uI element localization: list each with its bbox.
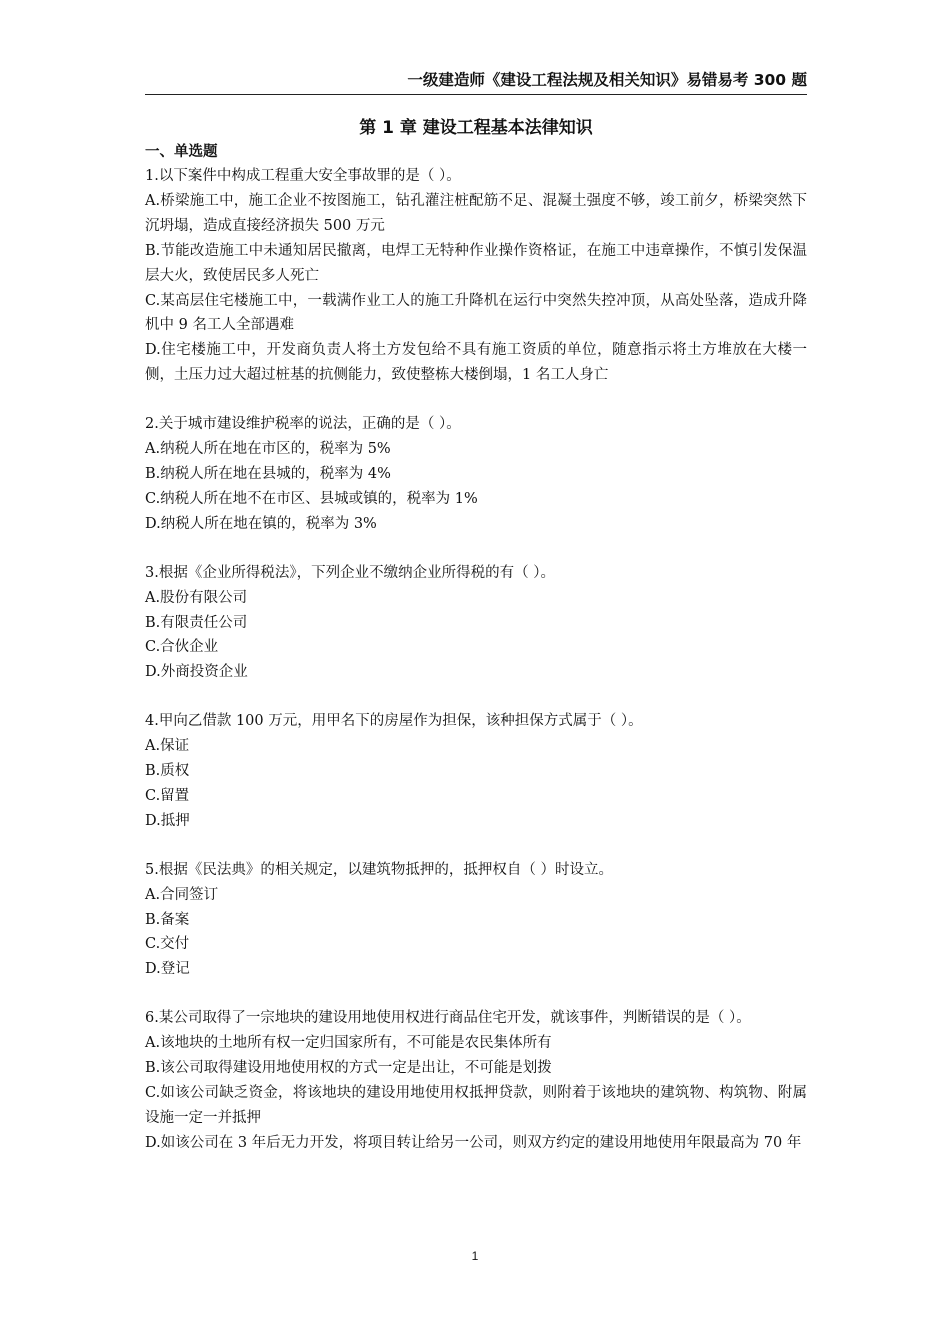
option-c: C.某高层住宅楼施工中，一载满作业工人的施工升降机在运行中突然失控冲顶，从高处坠落，造成升降机中 9 名工人全部遇难 — [145, 292, 807, 334]
option-c: C.纳税人所在地不在市区、县城或镇的，税率为 1% — [145, 490, 478, 507]
question-5 — [145, 858, 807, 983]
option-c: C.如该公司缺乏资金，将该地块的建设用地使用权抵押贷款，则附着于该地块的建筑物、构筑物、附属设施一定一并抵押 — [145, 1085, 807, 1126]
option-d: D.外商投资企业 — [145, 664, 248, 681]
question-stem: 1.以下案件中构成工程重大安全事故罪的是（ ）。 — [145, 168, 461, 184]
question-3 — [145, 561, 807, 686]
option-b: B.质权 — [145, 763, 190, 780]
page-header — [145, 68, 807, 95]
option-b: B.有限责任公司 — [145, 614, 248, 631]
option-b: B.备案 — [145, 911, 190, 928]
section-title: 一、单选题 — [145, 144, 218, 160]
option-a: A.股份有限公司 — [145, 589, 248, 606]
chapter-title: 第 1 章 建设工程基本法律知识 — [359, 118, 593, 138]
option-d: D.纳税人所在地在镇的，税率为 3% — [145, 515, 377, 532]
option-a: A.纳税人所在地在市区的，税率为 5% — [145, 441, 391, 458]
option-b: B.该公司取得建设用地使用权的方式一定是出让，不可能是划拨 — [145, 1060, 552, 1077]
question-stem: 4.甲向乙借款 100 万元，用甲名下的房屋作为担保，该种担保方式属于（ ）。 — [145, 713, 643, 730]
question-stem: 3.根据《企业所得税法》，下列企业不缴纳企业所得税的有（ ）。 — [145, 564, 555, 581]
option-a: A.保证 — [145, 738, 190, 755]
page-content — [145, 116, 807, 1180]
question-stem: 6.某公司取得了一宗地块的建设用地使用权进行商品住宅开发，就该事件，判断错误的是（ ）。 — [145, 1010, 751, 1027]
question-1 — [145, 164, 807, 388]
option-d: D.如该公司在 3 年后无力开发，将项目转让给另一公司，则双方约定的建设用地使用年限最高为 70 年 — [145, 1134, 802, 1151]
question-6 — [145, 1006, 807, 1155]
option-d: D.抵押 — [145, 812, 190, 829]
option-b: B.节能改造施工中未通知居民撤离，电焊工无特种作业操作资格证，在施工中违章操作，不慎引发保温层大火，致使居民多人死亡 — [145, 242, 807, 284]
page-number: 1 — [471, 1249, 479, 1263]
option-c: C.留置 — [145, 787, 190, 804]
question-stem: 2.关于城市建设维护税率的说法，正确的是（ ）。 — [145, 416, 461, 433]
option-c: C.交付 — [145, 936, 190, 953]
option-a: A.桥梁施工中，施工企业不按图施工，钻孔灌注桩配筋不足、混凝土强度不够，竣工前夕，桥梁突然下沉坍塌，造成直接经济损失 500 万元 — [145, 192, 807, 234]
question-4 — [145, 709, 807, 834]
question-2 — [145, 412, 807, 537]
option-d: D.登记 — [145, 961, 190, 978]
option-c: C.合伙企业 — [145, 639, 219, 656]
option-b: B.纳税人所在地在县城的，税率为 4% — [145, 465, 391, 482]
question-stem: 5.根据《民法典》的相关规定，以建筑物抵押的，抵押权自（ ）时设立。 — [145, 861, 613, 878]
option-d: D.住宅楼施工中，开发商负责人将土方发包给不具有施工资质的单位，随意指示将土方堆放在大楼一侧，土压力过大超过桩基的抗侧能力，致使整栋大楼倒塌，1 名工人身亡 — [145, 342, 807, 384]
option-a: A.该地块的土地所有权一定归国家所有，不可能是农民集体所有 — [145, 1035, 552, 1052]
header-title: 一级建造师《建设工程法规及相关知识》易错易考 300 题 — [407, 71, 807, 89]
option-a: A.合同签订 — [145, 886, 219, 903]
